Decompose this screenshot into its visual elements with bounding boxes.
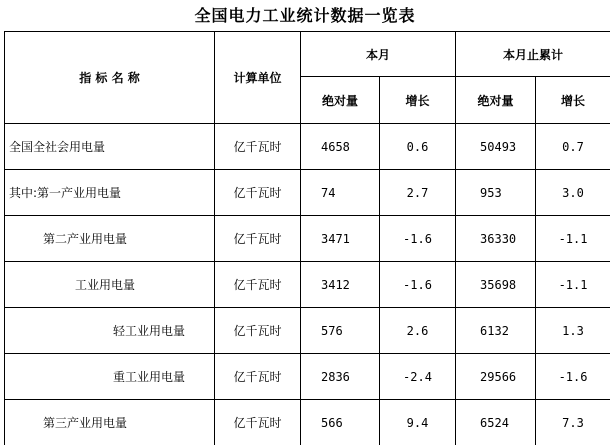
cumulative-growth-cell: 0.7 — [536, 124, 610, 170]
table-row — [5, 124, 610, 170]
month-absolute-cell: 3412 — [301, 262, 380, 308]
indicator-name: 工业用电量 — [5, 262, 215, 308]
unit-cell: 亿千瓦时 — [215, 308, 301, 354]
header-cumulative-absolute: 绝对量 — [456, 77, 536, 124]
cumulative-growth-cell: 7.3 — [536, 400, 610, 445]
cumulative-growth-cell: 1.3 — [536, 308, 610, 354]
month-growth-cell: -1.6 — [380, 216, 456, 262]
cumulative-absolute-cell: 50493 — [456, 124, 536, 170]
month-growth-cell: -2.4 — [380, 354, 456, 400]
cumulative-absolute-cell: 36330 — [456, 216, 536, 262]
cumulative-absolute-cell: 6132 — [456, 308, 536, 354]
header-unit: 计算单位 — [215, 32, 301, 124]
indicator-name: 重工业用电量 — [5, 354, 215, 400]
indicator-name: 第二产业用电量 — [5, 216, 215, 262]
month-growth-cell: 2.6 — [380, 308, 456, 354]
header-cumulative-growth: 增长 — [536, 77, 610, 124]
month-absolute-cell: 3471 — [301, 216, 380, 262]
table-row — [5, 216, 610, 262]
cumulative-growth-cell: 3.0 — [536, 170, 610, 216]
unit-cell: 亿千瓦时 — [215, 262, 301, 308]
table-row — [5, 262, 610, 308]
table-title: 全国电力工业统计数据一览表 — [0, 3, 610, 26]
table-row — [5, 170, 610, 216]
cumulative-absolute-cell: 35698 — [456, 262, 536, 308]
indicator-name: 轻工业用电量 — [5, 308, 215, 354]
cumulative-growth-cell: -1.1 — [536, 262, 610, 308]
statistics-table — [4, 31, 610, 445]
month-growth-cell: -1.6 — [380, 262, 456, 308]
month-absolute-cell: 2836 — [301, 354, 380, 400]
table-row — [5, 400, 610, 445]
month-absolute-cell: 4658 — [301, 124, 380, 170]
unit-cell: 亿千瓦时 — [215, 400, 301, 445]
header-cumulative: 本月止累计 — [456, 32, 610, 77]
unit-cell: 亿千瓦时 — [215, 354, 301, 400]
cumulative-absolute-cell: 29566 — [456, 354, 536, 400]
table-row — [5, 354, 610, 400]
indicator-name: 全国全社会用电量 — [5, 124, 215, 170]
header-row-top — [5, 32, 610, 77]
indicator-name: 其中:第一产业用电量 — [5, 170, 215, 216]
cumulative-absolute-cell: 953 — [456, 170, 536, 216]
cumulative-absolute-cell: 6524 — [456, 400, 536, 445]
month-growth-cell: 0.6 — [380, 124, 456, 170]
unit-cell: 亿千瓦时 — [215, 216, 301, 262]
month-absolute-cell: 576 — [301, 308, 380, 354]
cumulative-growth-cell: -1.6 — [536, 354, 610, 400]
table-row — [5, 308, 610, 354]
month-absolute-cell: 566 — [301, 400, 380, 445]
unit-cell: 亿千瓦时 — [215, 170, 301, 216]
header-indicator-name: 指 标 名 称 — [5, 32, 215, 124]
indicator-name: 第三产业用电量 — [5, 400, 215, 445]
header-month-absolute: 绝对量 — [301, 77, 380, 124]
month-absolute-cell: 74 — [301, 170, 380, 216]
month-growth-cell: 9.4 — [380, 400, 456, 445]
month-growth-cell: 2.7 — [380, 170, 456, 216]
unit-cell: 亿千瓦时 — [215, 124, 301, 170]
cumulative-growth-cell: -1.1 — [536, 216, 610, 262]
header-this-month: 本月 — [301, 32, 456, 77]
header-month-growth: 增长 — [380, 77, 456, 124]
